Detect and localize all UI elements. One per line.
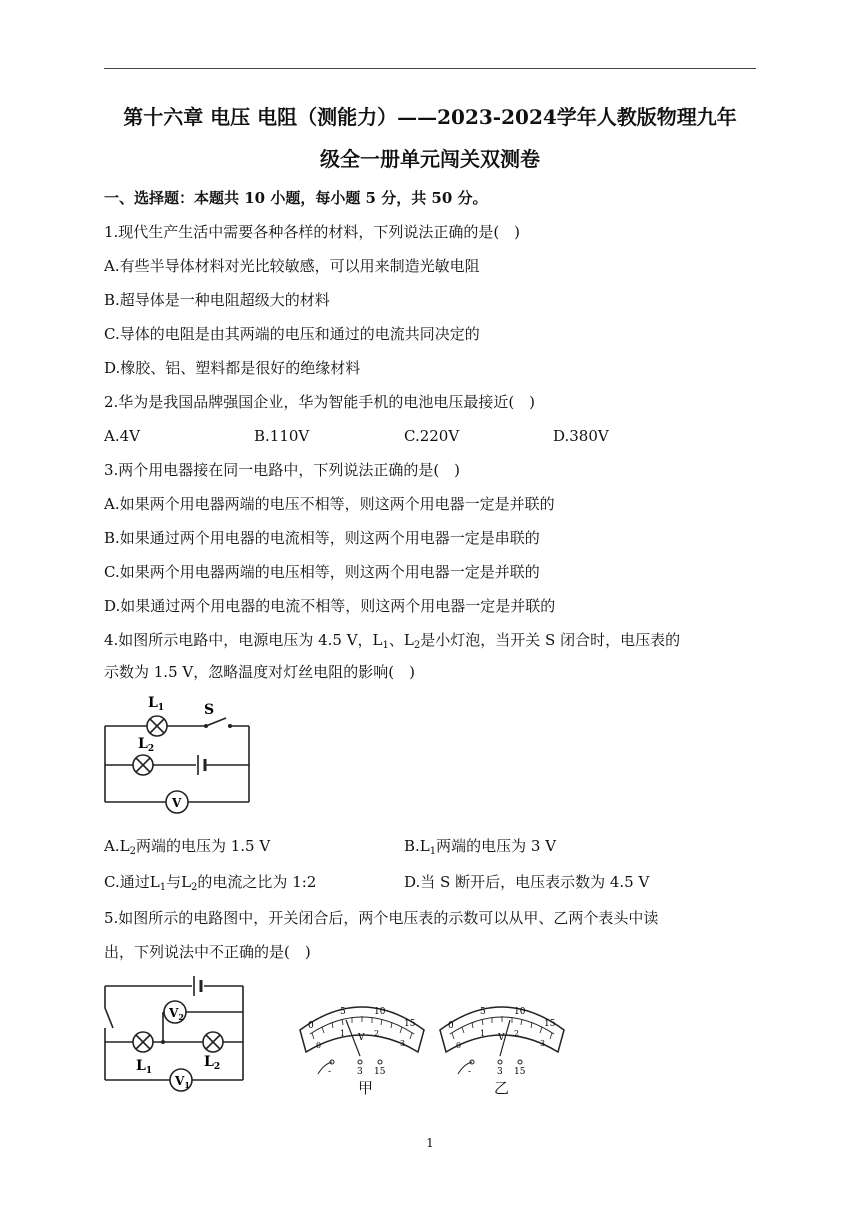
section-heading: 一、选择题：本题共 10 小题，每小题 5 分，共 50 分。: [104, 189, 488, 207]
dial-unit: V: [498, 1033, 505, 1043]
tick-bottom-2: 2: [514, 1029, 520, 1038]
terminal-label-3: 3: [497, 1067, 503, 1077]
q2-stem: 2.华为是我国品牌强国企业，华为智能手机的电池电压最接近( ): [104, 393, 536, 411]
terminal-15: [378, 1060, 382, 1064]
q4-option-a: $A.L_2$两端的电压为 1.5 V: [104, 837, 271, 857]
voltmeter-dial-jia: [294, 990, 430, 1090]
junction-dot: [161, 1040, 165, 1044]
q2-option-b: B.110V: [254, 427, 310, 445]
title-line-2: 级全一册单元闯关双测卷: [320, 147, 540, 171]
q3-stem: 3.两个用电器接在同一电路中，下列说法正确的是( ): [104, 461, 461, 479]
q5-circuit-diagram: [100, 970, 260, 1100]
terminal-label-neg: -: [468, 1067, 472, 1077]
voltmeter-dial-yi: [434, 990, 570, 1090]
terminal-3: [498, 1060, 502, 1064]
q3-option-b: B.如果通过两个用电器的电流相等，则这两个用电器一定是串联的: [104, 529, 540, 547]
tick-top-10: 10: [514, 1007, 526, 1017]
switch-contact: [228, 724, 232, 728]
page-number: 1: [426, 1136, 434, 1150]
label-l1: $L_1$: [136, 1058, 153, 1076]
tick-bottom-3: 3: [540, 1039, 546, 1048]
label-l2: $L_2$: [138, 736, 155, 754]
tick-top-0: 0: [448, 1021, 454, 1031]
tick-top-15: 15: [404, 1019, 416, 1029]
q3-option-c: C.如果两个用电器两端的电压相等，则这两个用电器一定是并联的: [104, 563, 540, 581]
terminal-label-15: 15: [514, 1067, 526, 1077]
tick-top-5: 5: [340, 1007, 346, 1017]
q1-option-d: D.橡胶、铝、塑料都是很好的绝缘材料: [104, 359, 361, 377]
q3-option-d: D.如果通过两个用电器的电流不相等，则这两个用电器一定是并联的: [104, 597, 556, 615]
q4-stem-line-1: 4.如图所示电路中，电源电压为 4.5 V，$L_1$、$L_2$是小灯泡，当开关 S 闭合时，电压表的: [104, 631, 681, 651]
q4-stem-line-2: 示数为 1.5 V，忽略温度对灯丝电阻的影响( ): [104, 663, 415, 681]
tick-bottom-3: 3: [400, 1039, 406, 1048]
q5-stem-line-1: 5.如图所示的电路图中，开关闭合后，两个电压表的示数可以从甲、乙两个表头中读: [104, 909, 659, 927]
switch-pivot: [204, 724, 208, 728]
meter-label-yi: 乙: [494, 1079, 510, 1097]
terminal-15: [518, 1060, 522, 1064]
q4-option-d: D.当 S 断开后，电压表示数为 4.5 V: [404, 873, 650, 891]
tick-bottom-1: 1: [480, 1029, 486, 1038]
tick-bottom-1: 1: [340, 1029, 346, 1038]
label-l2: $L_2$: [204, 1054, 221, 1072]
tick-top-15: 15: [544, 1019, 556, 1029]
q4-option-c: C.通过$L_1$与$L_2$的电流之比为 1:2: [104, 873, 317, 893]
header-rule: [104, 68, 756, 69]
q2-option-a: A.4V: [104, 427, 140, 445]
q1-stem: 1.现代生产生活中需要各种各样的材料，下列说法正确的是( ): [104, 223, 521, 241]
meter-label-jia: 甲: [358, 1079, 374, 1097]
q1-option-b: B.超导体是一种电阻超级大的材料: [104, 291, 330, 309]
tick-top-0: 0: [308, 1021, 314, 1031]
q2-option-d: D.380V: [553, 427, 609, 445]
dial-unit: V: [358, 1033, 365, 1043]
voltmeter-v1-label: $V_1$: [175, 1074, 190, 1090]
voltmeter-label: V: [172, 796, 182, 810]
q4-circuit-diagram: [100, 692, 260, 814]
q5-stem-line-2: 出，下列说法中不正确的是( ): [104, 943, 311, 961]
title-line-1: 第十六章 电压 电阻（测能力）——2023-2024学年人教版物理九年: [123, 105, 737, 129]
terminal-label-3: 3: [357, 1067, 363, 1077]
terminal-label-neg: -: [328, 1067, 332, 1077]
q4-option-b: $B.L_1$两端的电压为 3 V: [404, 837, 557, 857]
tick-top-10: 10: [374, 1007, 386, 1017]
q2-option-c: C.220V: [404, 427, 460, 445]
tick-bottom-0: 0: [456, 1041, 462, 1050]
q1-option-c: C.导体的电阻是由其两端的电压和通过的电流共同决定的: [104, 325, 480, 343]
q3-option-a: A.如果两个用电器两端的电压不相等，则这两个用电器一定是并联的: [104, 495, 555, 513]
terminal-3: [358, 1060, 362, 1064]
q1-option-a: A.有些半导体材料对光比较敏感，可以用来制造光敏电阻: [104, 257, 480, 275]
tick-top-5: 5: [480, 1007, 486, 1017]
label-l1: $L_1$: [148, 695, 165, 713]
voltmeter-v2-label: $V_2$: [169, 1006, 184, 1022]
tick-bottom-2: 2: [374, 1029, 380, 1038]
label-s: S: [204, 702, 215, 718]
terminal-label-15: 15: [374, 1067, 386, 1077]
tick-bottom-0: 0: [316, 1041, 322, 1050]
